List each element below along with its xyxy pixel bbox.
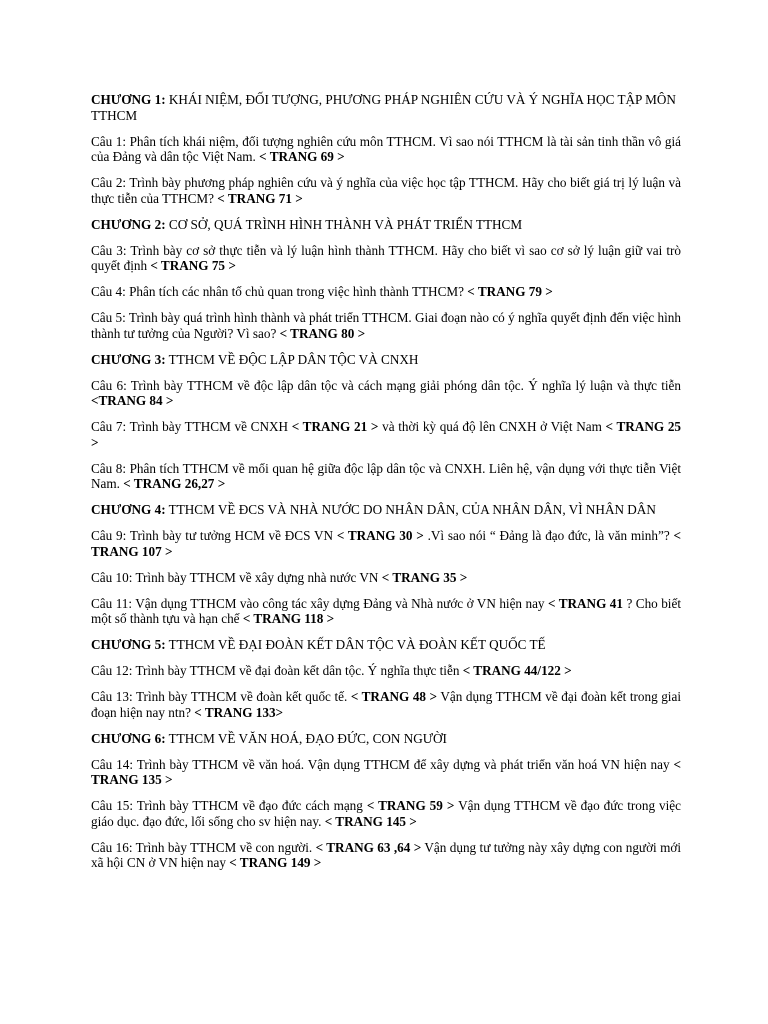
page-reference: < TRANG 71 > [217, 190, 303, 206]
page-reference: < TRANG 75 > [150, 258, 236, 273]
question-text: Câu 8: Phân tích TTHCM về mối quan hệ giữa độc lập dân tộc và CNXH. Liên hệ, vận dụng với thực tiễn Việt Nam. [91, 460, 681, 491]
question-10 [91, 570, 681, 586]
chapter-label: CHƯƠNG 4: [91, 502, 166, 517]
page-reference: < TRANG 133> [194, 704, 284, 720]
question-text: Vận dụng TTHCM về đạo đức trong việc giáo dục. đạo đức, lối sống cho sv hiện nay. [91, 798, 681, 829]
chapter-1-heading [91, 92, 681, 123]
page-reference: < TRANG 48 > [350, 689, 438, 704]
page-reference: < TRANG 107 > [91, 528, 681, 559]
question-7 [91, 419, 681, 450]
question-6 [91, 378, 681, 409]
question-text: ? Cho biết một số thành tựu và hạn chế [91, 595, 681, 626]
chapter-6-heading [91, 731, 681, 747]
question-3 [91, 243, 681, 274]
chapter-label: CHƯƠNG 1: [91, 92, 166, 107]
page-reference: < TRANG 25 > [91, 419, 682, 450]
question-14 [91, 757, 681, 788]
chapter-label: CHƯƠNG 5: [91, 637, 166, 652]
question-text: Vận dụng tư tưởng này xây dựng con người mới xã hội CN ở VN hiện nay [91, 839, 682, 870]
chapter-label: CHƯƠNG 6: [91, 730, 166, 746]
page-reference: < TRANG 30 > [336, 528, 424, 543]
question-text: Câu 6: Trình bày TTHCM về độc lập dân tộc và cách mạng giải phóng dân tộc. Ý nghĩa lý luận và thực tiễn [91, 377, 681, 393]
question-text: Câu 2: Trình bày phương pháp nghiên cứu và ý nghĩa của việc học tập TTHCM. Hãy cho biết giá trị lý luận và thực tiễn của TTHCM? [91, 175, 681, 206]
question-8 [91, 461, 681, 492]
chapter-label: CHƯƠNG 2: [91, 216, 166, 232]
page-reference: < TRANG 35 > [381, 569, 468, 585]
question-text: Câu 16: Trình bày TTHCM về con người. [91, 839, 316, 855]
question-text: Câu 7: Trình bày TTHCM về CNXH [91, 419, 292, 434]
chapter-4-heading [91, 502, 681, 518]
page-reference: <TRANG 84 > [91, 393, 174, 408]
page-reference: < TRANG 135 > [91, 756, 681, 787]
question-2 [91, 175, 681, 206]
question-text: Câu 9: Trình bày tư tưởng HCM về ĐCS VN [91, 528, 337, 543]
page-reference: < TRANG 79 > [467, 284, 553, 299]
question-text: Câu 4: Phân tích các nhân tố chủ quan trong việc hình thành TTHCM? [91, 284, 468, 299]
question-text: Câu 5: Trình bày quá trình hình thành và phát triển TTHCM. Giai đoạn nào có ý nghĩa quyết định đến việc hình thành tư tưởng của Người? Vì sao? [91, 310, 681, 341]
question-4 [91, 284, 681, 300]
question-text: Vận dụng TTHCM về đại đoàn kết trong giai đoạn hiện nay ntn? [91, 689, 681, 720]
page-reference: < TRANG 21 > [291, 419, 379, 434]
page-reference: < TRANG 69 > [259, 149, 345, 164]
question-text: Câu 10: Trình bày TTHCM về xây dựng nhà nước VN [91, 569, 382, 585]
document-page [91, 92, 681, 881]
question-1 [91, 134, 681, 165]
question-text: Câu 14: Trình bày TTHCM về văn hoá. Vận dụng TTHCM để xây dựng và phát triển văn hoá VN hiện nay [91, 756, 674, 772]
chapter-title: TTHCM VỀ ĐẠI ĐOÀN KẾT DÂN TỘC VÀ ĐOÀN KẾT QUỐC TẾ [165, 637, 546, 652]
question-text: và thời kỳ quá độ lên CNXH ở Việt Nam [378, 419, 606, 434]
chapter-label: CHƯƠNG 3: [91, 351, 166, 367]
question-12 [91, 663, 681, 679]
question-text: Câu 15: Trình bày TTHCM về đạo đức cách mạng [91, 798, 367, 813]
chapter-3-heading [91, 352, 681, 368]
question-16 [91, 840, 681, 871]
page-reference: < TRANG 63 ,64 > [315, 839, 422, 855]
question-text: Câu 11: Vận dụng TTHCM vào công tác xây dựng Đảng và Nhà nước ở VN hiện nay [91, 595, 548, 611]
page-reference: < TRANG 149 > [229, 855, 322, 870]
question-text: .Vì sao nói “ Đảng là đạo đức, là văn minh”? [423, 528, 674, 543]
question-text: Câu 3: Trình bày cơ sở thực tiễn và lý luận hình thành TTHCM. Hãy cho biết vì sao cơ sở lý luận giữ vai trò quyết định [91, 242, 681, 273]
question-text: Câu 13: Trình bày TTHCM về đoàn kết quốc tế. [91, 689, 351, 704]
chapter-title: CƠ SỞ, QUÁ TRÌNH HÌNH THÀNH VÀ PHÁT TRIỂN TTHCM [165, 216, 523, 232]
page-reference: < TRANG 44/122 > [462, 663, 572, 678]
question-11 [91, 596, 681, 627]
chapter-title: TTHCM VỀ VĂN HOÁ, ĐẠO ĐỨC, CON NGƯỜI [165, 730, 447, 746]
chapter-2-heading [91, 217, 681, 233]
chapter-5-heading [91, 637, 681, 653]
question-text: Câu 1: Phân tích khái niệm, đối tượng nghiên cứu môn TTHCM. Vì sao nói TTHCM là tài sản tinh thần vô giá của Đảng và dân tộc Việt Nam. [91, 133, 681, 164]
page-reference: < TRANG 118 > [242, 611, 335, 626]
page-reference: < TRANG 145 > [324, 813, 417, 829]
question-9 [91, 528, 681, 559]
page-reference: < TRANG 80 > [279, 325, 366, 341]
page-reference: < TRANG 59 > [366, 798, 455, 813]
chapter-title: TTHCM VỀ ĐCS VÀ NHÀ NƯỚC DO NHÂN DÂN, CỦA NHÂN DÂN, VÌ NHÂN DÂN [165, 502, 656, 517]
chapter-title: KHÁI NIỆM, ĐỐI TƯỢNG, PHƯƠNG PHÁP NGHIÊN CỨU VÀ Ý NGHĨA HỌC TẬP MÔN TTHCM [91, 92, 676, 123]
question-13 [91, 689, 681, 720]
question-15 [91, 798, 681, 829]
page-reference: < TRANG 41 [547, 595, 623, 611]
question-5 [91, 310, 681, 341]
page-reference: < TRANG 26,27 > [123, 476, 226, 491]
question-text: Câu 12: Trình bày TTHCM về đại đoàn kết dân tộc. Ý nghĩa thực tiễn [91, 663, 463, 678]
chapter-title: TTHCM VỀ ĐỘC LẬP DÂN TỘC VÀ CNXH [165, 351, 419, 367]
